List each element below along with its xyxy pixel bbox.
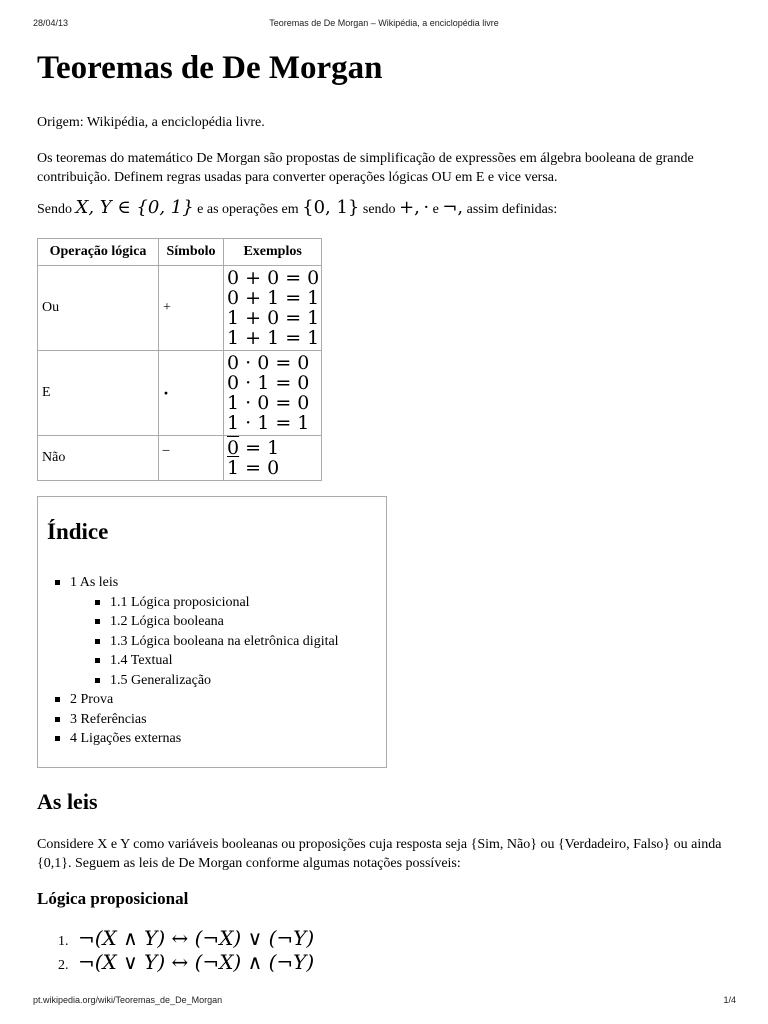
symbol-cell: ‾ (159, 436, 224, 481)
toc-item-label: 1.2 Lógica booleana (110, 614, 224, 629)
example-line: 0 + 0 = 0 (227, 267, 320, 289)
negated-digit: 0 (227, 437, 240, 459)
print-page-number: 1/4 (723, 995, 736, 1005)
symbol-cell: · (159, 351, 224, 436)
example-line: 0 + 1 = 1 (227, 287, 320, 309)
examples-cell (224, 266, 322, 351)
math-set-xy: X, Y ∈ {0, 1} (75, 197, 194, 218)
example-line (227, 438, 319, 458)
bullet-icon (55, 736, 60, 741)
definition-text-5: assim definidas: (466, 202, 558, 217)
toc-title: Índice (47, 519, 109, 544)
definition-text-3: sendo (362, 202, 396, 217)
print-page-title: Teoremas de De Morgan – Wikipédia, a enciclopédia livre (269, 18, 499, 28)
toc-item-label: 3 Referências (70, 711, 147, 727)
bullet-icon (95, 600, 100, 605)
law-item (58, 926, 314, 950)
symbol-cell: + (159, 266, 224, 351)
toc-subitem[interactable] (70, 651, 339, 671)
op-cell: Não (38, 436, 159, 481)
table-header-row (38, 239, 322, 266)
examples-cell (224, 436, 322, 481)
toc-subitem[interactable] (70, 632, 339, 652)
definition-text-1: Sendo (37, 202, 72, 217)
toc-item[interactable] (70, 710, 339, 730)
definition-text-4: e (432, 202, 439, 217)
toc-subitem[interactable] (70, 593, 339, 613)
math-plus: +, (399, 197, 420, 218)
example-line: 1 · 1 = 1 (227, 412, 310, 434)
table-of-contents (37, 496, 387, 768)
table-row-ou (38, 266, 322, 351)
bullet-icon (55, 717, 60, 722)
example-line: 1 · 0 = 0 (227, 392, 310, 414)
negation-result: = 1 (239, 437, 280, 459)
print-date: 28/04/13 (33, 18, 69, 28)
header-operacao: Operação lógica (38, 239, 159, 266)
toc-item[interactable] (70, 573, 339, 593)
bullet-icon (95, 658, 100, 663)
law-expression: ¬(X ∧ Y) ↔ (¬X) ∨ (¬Y) (78, 926, 315, 950)
example-line: 1 + 1 = 1 (227, 327, 320, 349)
toc-item-label: 2 Prova (70, 692, 114, 707)
header-simbolo: Símbolo (159, 239, 224, 266)
bullet-icon (95, 639, 100, 644)
table-row-e (38, 351, 322, 436)
toc-subitem[interactable] (70, 671, 339, 691)
law-item (58, 950, 314, 974)
section-heading-logica-proposicional: Lógica proposicional (37, 889, 189, 908)
toc-item[interactable] (70, 729, 339, 749)
toc-item[interactable] (70, 690, 339, 710)
section-heading-as-leis: As leis (37, 789, 98, 814)
toc-item-label: 4 Ligações externas (70, 731, 182, 746)
toc-item-label: 1 As leis (70, 575, 119, 590)
table-row-nao (38, 436, 322, 481)
bullet-icon (55, 580, 60, 585)
toc-subitem[interactable] (70, 612, 339, 632)
op-cell: E (38, 351, 159, 436)
bullet-icon (55, 697, 60, 702)
definition-text-2: e as operações em (197, 202, 299, 217)
math-dot: · (423, 197, 430, 218)
definition-sentence (37, 197, 557, 218)
law-number: 2. (58, 958, 69, 973)
toc-item-label: 1.1 Lógica proposicional (110, 594, 250, 610)
bullet-icon (95, 678, 100, 683)
math-set-01: {0, 1} (302, 197, 360, 218)
toc-item-label: 1.4 Textual (110, 653, 173, 668)
example-line: 1 + 0 = 1 (227, 307, 320, 329)
operations-table (37, 238, 322, 481)
math-not: ¬, (442, 197, 464, 218)
as-leis-paragraph: Considere X e Y como variáveis booleanas ou proposições cuja resposta seja {Sim, Não} ou {Verdadeiro, Falso} ou ainda {0,1}. Seguem as leis de De Morgan conforme algumas notações possíveis: (37, 837, 722, 871)
law-expression: ¬(X ∨ Y) ↔ (¬X) ∧ (¬Y) (78, 950, 315, 974)
origin-note: Origem: Wikipédia, a enciclopédia livre. (37, 115, 265, 130)
intro-paragraph: Os teoremas do matemático De Morgan são propostas de simplificação de expressões em álgebra booleana de grande contribuição. Definem regras usadas para converter operações lógicas OU em E e vice versa. (37, 151, 694, 185)
negation-result: = 0 (239, 457, 280, 479)
bullet-icon (95, 619, 100, 624)
page-title: Teoremas de De Morgan (37, 50, 383, 86)
example-line: 0 · 1 = 0 (227, 372, 310, 394)
law-list (58, 926, 314, 974)
example-line: 0 · 0 = 0 (227, 352, 310, 374)
law-number: 1. (58, 934, 69, 949)
toc-item-label: 1.3 Lógica booleana na eletrônica digital (110, 633, 339, 649)
examples-cell (224, 351, 322, 436)
toc-list (70, 573, 339, 749)
print-url: pt.wikipedia.org/wiki/Teoremas_de_De_Morgan (33, 995, 223, 1005)
op-cell: Ou (38, 266, 159, 351)
negated-digit: 1 (227, 457, 240, 479)
toc-item-label: 1.5 Generalização (110, 672, 212, 688)
header-exemplos: Exemplos (224, 239, 322, 266)
example-line (227, 458, 319, 478)
